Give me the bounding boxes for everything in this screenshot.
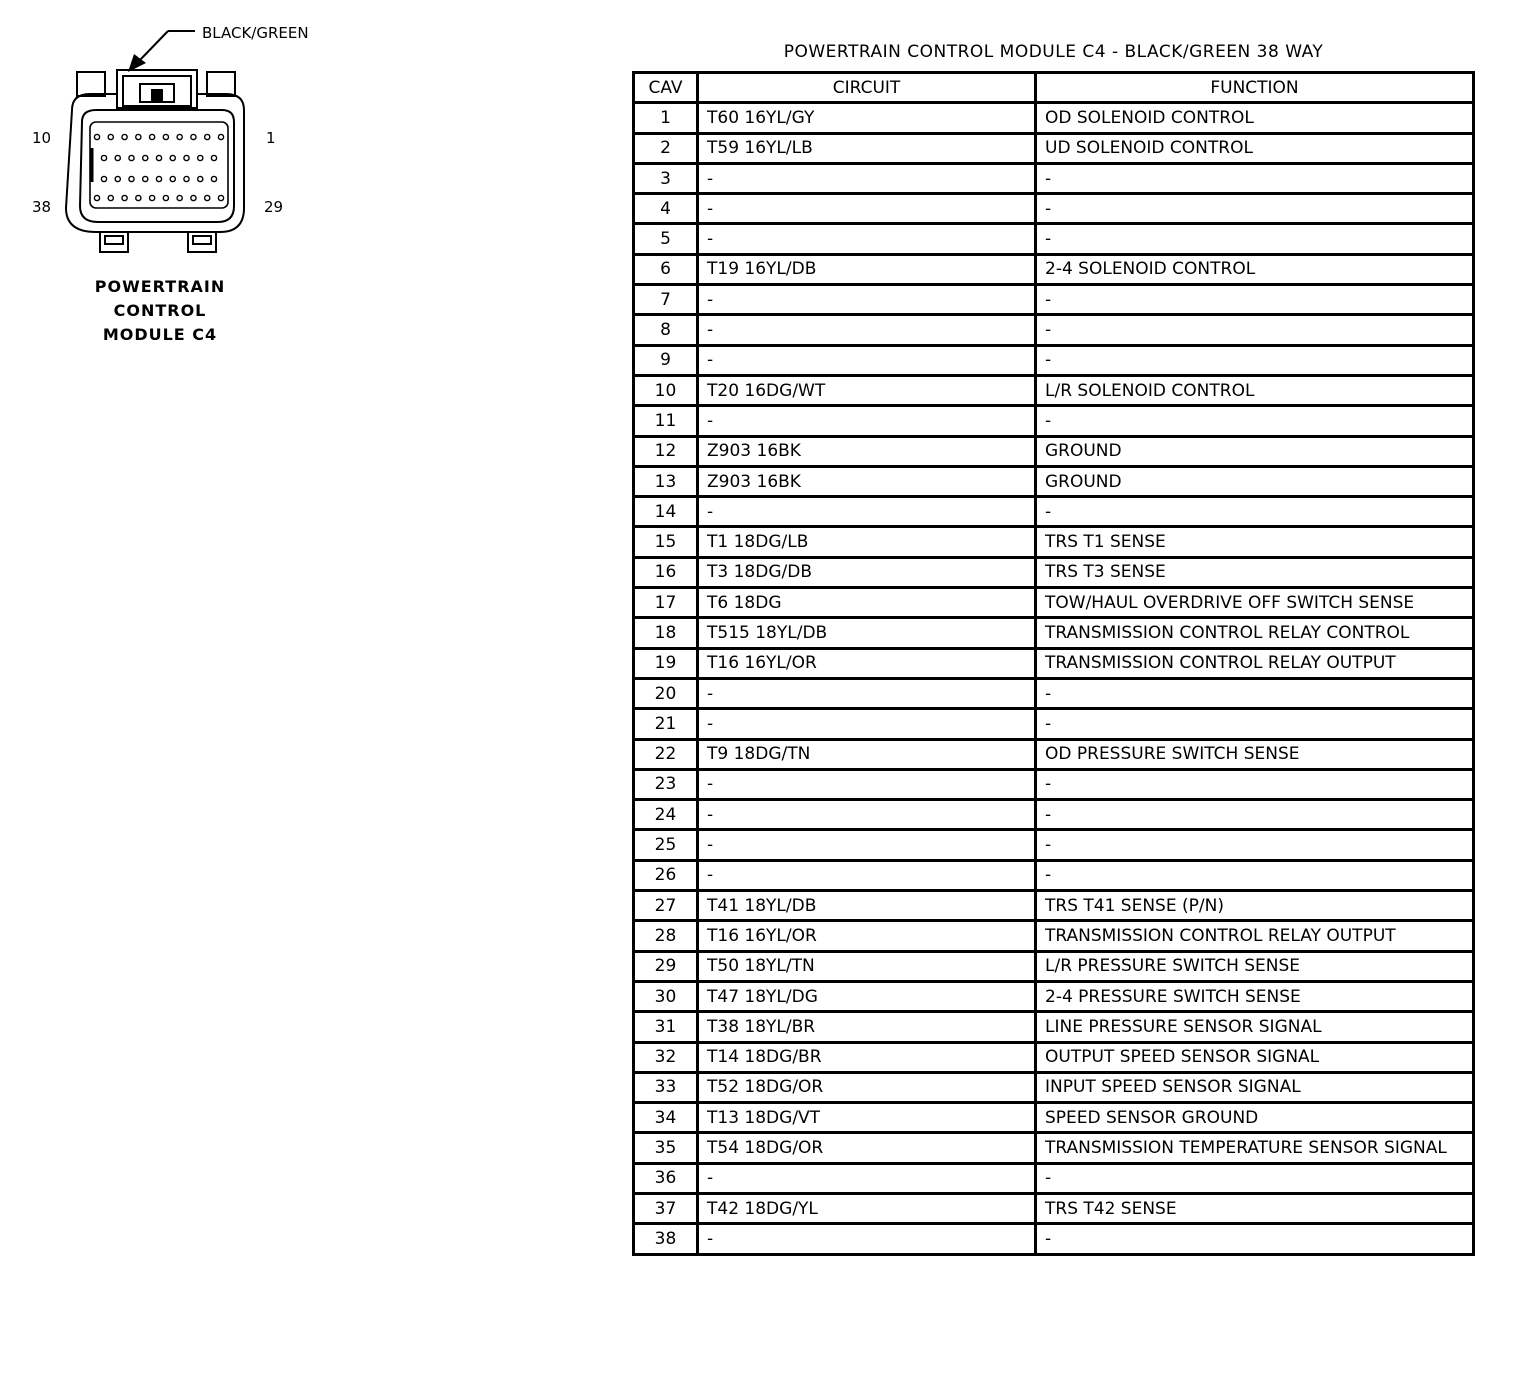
cav-cell: 32 <box>634 1042 698 1072</box>
table-row <box>634 315 1474 345</box>
table-row <box>634 497 1474 527</box>
cav-cell: 27 <box>634 891 698 921</box>
function-cell: - <box>1036 345 1474 375</box>
table-row <box>634 800 1474 830</box>
circuit-cell: T59 16YL/LB <box>698 133 1036 163</box>
cav-cell: 9 <box>634 345 698 375</box>
cav-cell: 34 <box>634 1103 698 1133</box>
caption-line: MODULE C4 <box>102 325 218 344</box>
circuit-cell: - <box>698 497 1036 527</box>
cav-cell: 5 <box>634 224 698 254</box>
function-cell: OD PRESSURE SWITCH SENSE <box>1036 739 1474 769</box>
table-row <box>634 375 1474 405</box>
table-row <box>634 527 1474 557</box>
cav-cell: 30 <box>634 981 698 1011</box>
pin-label-1: 1 <box>266 129 276 147</box>
circuit-cell: T3 18DG/DB <box>698 557 1036 587</box>
function-cell: 2-4 SOLENOID CONTROL <box>1036 254 1474 284</box>
pin-label-29: 29 <box>264 198 284 216</box>
pin-cavity <box>150 195 155 200</box>
pin-cavity <box>191 134 196 139</box>
cav-cell: 8 <box>634 315 698 345</box>
function-cell: 2-4 PRESSURE SWITCH SENSE <box>1036 981 1474 1011</box>
cav-cell: 3 <box>634 163 698 193</box>
header-circuit: CIRCUIT <box>698 73 1036 103</box>
pinout-table <box>632 71 1475 1256</box>
circuit-cell: T515 18YL/DB <box>698 618 1036 648</box>
circuit-cell: - <box>698 769 1036 799</box>
pin-cavity <box>205 134 210 139</box>
table-row <box>634 1224 1474 1254</box>
function-cell: LINE PRESSURE SENSOR SIGNAL <box>1036 1012 1474 1042</box>
function-cell: - <box>1036 678 1474 708</box>
circuit-cell: T19 16YL/DB <box>698 254 1036 284</box>
circuit-cell: T50 18YL/TN <box>698 951 1036 981</box>
pin-cavity <box>184 155 189 160</box>
cav-cell: 29 <box>634 951 698 981</box>
function-cell: - <box>1036 497 1474 527</box>
pin-cavity <box>177 134 182 139</box>
circuit-cell: T14 18DG/BR <box>698 1042 1036 1072</box>
function-cell: - <box>1036 830 1474 860</box>
table-row <box>634 739 1474 769</box>
function-cell: GROUND <box>1036 466 1474 496</box>
pin-cavity <box>191 195 196 200</box>
circuit-cell: - <box>698 860 1036 890</box>
cav-cell: 13 <box>634 466 698 496</box>
pin-cavity <box>129 155 134 160</box>
pin-cavity <box>218 195 223 200</box>
table-row <box>634 769 1474 799</box>
table-row <box>634 1042 1474 1072</box>
cav-cell: 1 <box>634 103 698 133</box>
table-row <box>634 860 1474 890</box>
table-row <box>634 618 1474 648</box>
circuit-cell: - <box>698 800 1036 830</box>
pin-cavity <box>163 134 168 139</box>
cav-cell: 15 <box>634 527 698 557</box>
cav-cell: 18 <box>634 618 698 648</box>
table-row <box>634 194 1474 224</box>
table-row <box>634 951 1474 981</box>
function-cell: - <box>1036 769 1474 799</box>
pin-cavity <box>184 176 189 181</box>
caption-line: POWERTRAIN <box>94 277 226 296</box>
pin-cavity <box>211 155 216 160</box>
function-cell: SPEED SENSOR GROUND <box>1036 1103 1474 1133</box>
pin-cavity <box>198 176 203 181</box>
function-cell: - <box>1036 1224 1474 1254</box>
pin-cavity <box>156 155 161 160</box>
function-cell: OUTPUT SPEED SENSOR SIGNAL <box>1036 1042 1474 1072</box>
connector-caption <box>80 275 240 347</box>
function-cell: - <box>1036 194 1474 224</box>
function-cell: TRANSMISSION CONTROL RELAY OUTPUT <box>1036 921 1474 951</box>
pin-cavity <box>136 134 141 139</box>
pin-cavity <box>101 176 106 181</box>
circuit-cell: - <box>698 678 1036 708</box>
table-row <box>634 345 1474 375</box>
pin-cavity <box>108 134 113 139</box>
table-row <box>634 466 1474 496</box>
cav-cell: 7 <box>634 285 698 315</box>
connector-latch <box>77 70 235 110</box>
circuit-cell: - <box>698 406 1036 436</box>
circuit-cell: T13 18DG/VT <box>698 1103 1036 1133</box>
function-cell: TRS T3 SENSE <box>1036 557 1474 587</box>
circuit-cell: T16 16YL/OR <box>698 921 1036 951</box>
cav-cell: 11 <box>634 406 698 436</box>
circuit-cell: - <box>698 830 1036 860</box>
circuit-cell: T38 18YL/BR <box>698 1012 1036 1042</box>
cav-cell: 20 <box>634 678 698 708</box>
function-cell: TRANSMISSION CONTROL RELAY CONTROL <box>1036 618 1474 648</box>
pin-cavity <box>170 176 175 181</box>
circuit-cell: T60 16YL/GY <box>698 103 1036 133</box>
table-row <box>634 254 1474 284</box>
function-cell: TRS T1 SENSE <box>1036 527 1474 557</box>
header-cav: CAV <box>634 73 698 103</box>
table-body <box>634 103 1474 1254</box>
table-row <box>634 921 1474 951</box>
pin-cavity <box>136 195 141 200</box>
table-row <box>634 285 1474 315</box>
cav-cell: 26 <box>634 860 698 890</box>
function-cell: - <box>1036 224 1474 254</box>
cav-cell: 25 <box>634 830 698 860</box>
circuit-cell: T16 16YL/OR <box>698 648 1036 678</box>
cav-cell: 22 <box>634 739 698 769</box>
function-cell: TRANSMISSION CONTROL RELAY OUTPUT <box>1036 648 1474 678</box>
pin-cavity <box>205 195 210 200</box>
circuit-cell: - <box>698 345 1036 375</box>
pin-cavity <box>177 195 182 200</box>
circuit-cell: T1 18DG/LB <box>698 527 1036 557</box>
table-row <box>634 406 1474 436</box>
function-cell: - <box>1036 315 1474 345</box>
function-cell: GROUND <box>1036 436 1474 466</box>
cav-cell: 33 <box>634 1072 698 1102</box>
cav-cell: 12 <box>634 436 698 466</box>
function-cell: UD SOLENOID CONTROL <box>1036 133 1474 163</box>
table-row <box>634 1163 1474 1193</box>
circuit-cell: T41 18YL/DB <box>698 891 1036 921</box>
pin-cavity <box>115 176 120 181</box>
cav-cell: 17 <box>634 588 698 618</box>
cav-cell: 2 <box>634 133 698 163</box>
table-row <box>634 103 1474 133</box>
pin-cavity <box>108 195 113 200</box>
pin-cavity <box>163 195 168 200</box>
cav-cell: 28 <box>634 921 698 951</box>
pin-cavity <box>143 155 148 160</box>
pin-cavity <box>198 155 203 160</box>
function-cell: - <box>1036 285 1474 315</box>
function-cell: TRANSMISSION TEMPERATURE SENSOR SIGNAL <box>1036 1133 1474 1163</box>
pin-cavity <box>122 195 127 200</box>
pin-cavity <box>129 176 134 181</box>
cav-cell: 4 <box>634 194 698 224</box>
cav-cell: 14 <box>634 497 698 527</box>
pin-cavity <box>170 155 175 160</box>
callout-arrow <box>128 31 195 72</box>
table-row <box>634 1103 1474 1133</box>
pin-cavity <box>94 195 99 200</box>
cav-cell: 35 <box>634 1133 698 1163</box>
table-row <box>634 163 1474 193</box>
table-header-row <box>634 73 1474 103</box>
function-cell: TRS T41 SENSE (P/N) <box>1036 891 1474 921</box>
pin-cavity <box>150 134 155 139</box>
pin-cavities <box>94 134 223 200</box>
function-cell: TOW/HAUL OVERDRIVE OFF SWITCH SENSE <box>1036 588 1474 618</box>
cav-cell: 23 <box>634 769 698 799</box>
cav-cell: 38 <box>634 1224 698 1254</box>
table-title: POWERTRAIN CONTROL MODULE C4 - BLACK/GREEN 38 WAY <box>783 42 1324 62</box>
function-cell: - <box>1036 709 1474 739</box>
function-cell: OD SOLENOID CONTROL <box>1036 103 1474 133</box>
function-cell: TRS T42 SENSE <box>1036 1193 1474 1223</box>
pin-cavity <box>94 134 99 139</box>
table-row <box>634 981 1474 1011</box>
table-row <box>634 830 1474 860</box>
table-row <box>634 1133 1474 1163</box>
function-cell: - <box>1036 163 1474 193</box>
table-row <box>634 133 1474 163</box>
circuit-cell: T6 18DG <box>698 588 1036 618</box>
circuit-cell: T42 18DG/YL <box>698 1193 1036 1223</box>
table-row <box>634 1012 1474 1042</box>
color-label: BLACK/GREEN <box>202 24 309 42</box>
function-cell: L/R PRESSURE SWITCH SENSE <box>1036 951 1474 981</box>
table-row <box>634 557 1474 587</box>
pin-cavity <box>143 176 148 181</box>
pin-cavity <box>211 176 216 181</box>
circuit-cell: - <box>698 194 1036 224</box>
pin-label-38: 38 <box>32 198 52 216</box>
cav-cell: 6 <box>634 254 698 284</box>
circuit-cell: - <box>698 1163 1036 1193</box>
function-cell: - <box>1036 1163 1474 1193</box>
circuit-cell: Z903 16BK <box>698 466 1036 496</box>
pin-cavity <box>218 134 223 139</box>
table-row <box>634 1193 1474 1223</box>
cav-cell: 21 <box>634 709 698 739</box>
table-row <box>634 224 1474 254</box>
table-row <box>634 436 1474 466</box>
circuit-cell: - <box>698 709 1036 739</box>
pin-label-10: 10 <box>32 129 52 147</box>
cav-cell: 36 <box>634 1163 698 1193</box>
function-cell: - <box>1036 800 1474 830</box>
table-row <box>634 678 1474 708</box>
pin-cavity <box>156 176 161 181</box>
cav-cell: 37 <box>634 1193 698 1223</box>
table-row <box>634 709 1474 739</box>
function-cell: - <box>1036 406 1474 436</box>
table-row <box>634 1072 1474 1102</box>
cav-cell: 19 <box>634 648 698 678</box>
pin-cavity <box>122 134 127 139</box>
circuit-cell: - <box>698 285 1036 315</box>
circuit-cell: T20 16DG/WT <box>698 375 1036 405</box>
circuit-cell: - <box>698 315 1036 345</box>
circuit-cell: - <box>698 224 1036 254</box>
table-row <box>634 648 1474 678</box>
cav-cell: 10 <box>634 375 698 405</box>
circuit-cell: T52 18DG/OR <box>698 1072 1036 1102</box>
cav-cell: 16 <box>634 557 698 587</box>
table-row <box>634 588 1474 618</box>
pin-cavity <box>115 155 120 160</box>
circuit-cell: - <box>698 163 1036 193</box>
circuit-cell: T47 18YL/DG <box>698 981 1036 1011</box>
function-cell: INPUT SPEED SENSOR SIGNAL <box>1036 1072 1474 1102</box>
pin-cavity <box>101 155 106 160</box>
header-function: FUNCTION <box>1036 73 1474 103</box>
function-cell: L/R SOLENOID CONTROL <box>1036 375 1474 405</box>
circuit-cell: T9 18DG/TN <box>698 739 1036 769</box>
table-row <box>634 891 1474 921</box>
circuit-cell: Z903 16BK <box>698 436 1036 466</box>
caption-line: CONTROL <box>113 301 207 320</box>
circuit-cell: - <box>698 1224 1036 1254</box>
circuit-cell: T54 18DG/OR <box>698 1133 1036 1163</box>
cav-cell: 31 <box>634 1012 698 1042</box>
function-cell: - <box>1036 860 1474 890</box>
cav-cell: 24 <box>634 800 698 830</box>
